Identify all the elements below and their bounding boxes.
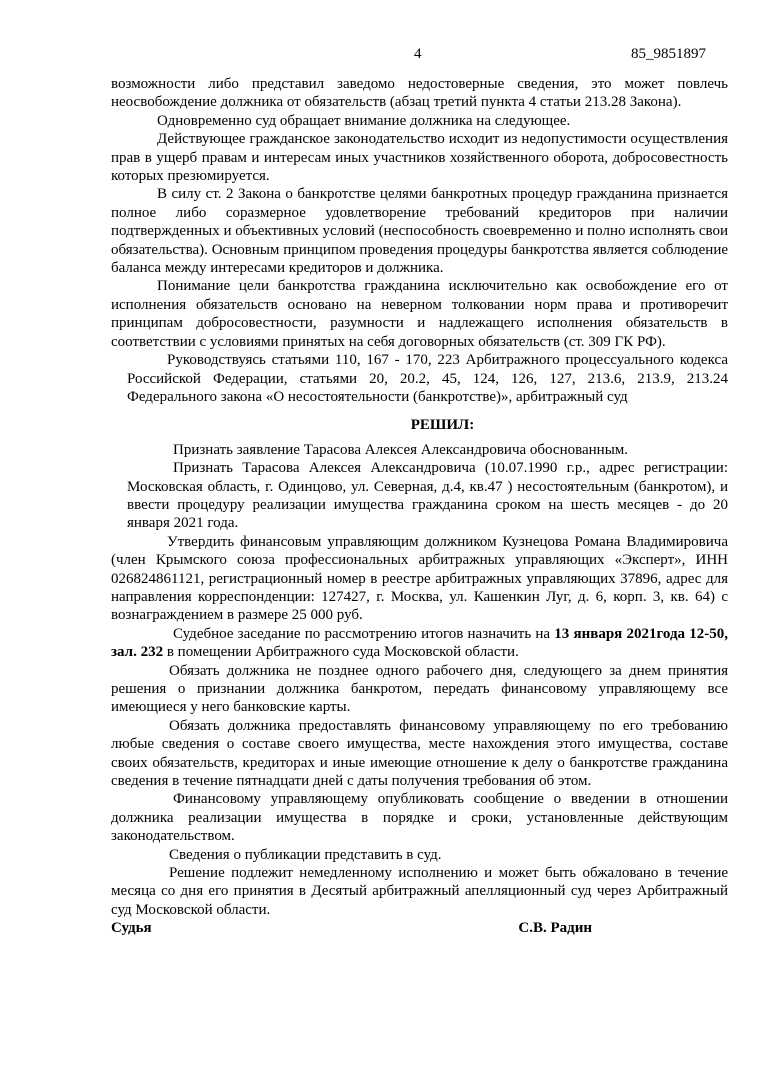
decision-5: Обязать должника не позднее одного рабочего дня, следующего за днем принятия решения о признании должника банкротом, передать финансовому управляющему все имеющиеся у него банковские карты. <box>111 662 728 716</box>
paragraph-1: возможности либо представил заведомо недостоверные сведения, это может повлечь неосвобождение должника от обязательств (абзац третий пункта 4 статьи 213.28 Закона). <box>111 76 728 111</box>
decision-6: Обязать должника предоставлять финансовому управляющему по его требованию любые сведения о составе своего имущества, месте нахождения этого имущества, составе своих обязательств, кредиторах и иные имеющие отношение к делу о банкротстве гражданина сведения в течение пятнадцати дней с даты получения требования об этом. <box>111 717 728 790</box>
decision-8: Сведения о публикации представить в суд. <box>169 846 442 863</box>
paragraph-5: Понимание цели банкротства гражданина исключительно как освобождение его от исполнения обязательств основано на неверном толковании норм права и противоречит принципам добросовестности, разумности и надлежащего исполнения обязательств в соответствии с условиями принятых на себя договорных обязательств (ст. 309 ГК РФ). <box>111 278 728 350</box>
case-number: 85_9851897 <box>631 46 706 62</box>
paragraph-6: Руководствуясь статьями 110, 167 - 170, 223 Арбитражного процессуального кодекса Российской Федерации, статьями 20, 20.2, 45, 124, 126, 127, 213.6, 213.9, 213.24 Федерального закона «О несостоятельности (банкротстве)», арбитражный суд <box>127 352 728 405</box>
decision-9: Решение подлежит немедленному исполнению и может быть обжаловано в течение месяца со дня его принятия в Десятый арбитражный апелляционный суд через Арбитражный суд Московской области. <box>111 865 728 918</box>
paragraph-3: Действующее гражданское законодательство исходит из недопустимости осуществления прав в ущерб правам и интересам иных участников хозяйственного оборота, добросовестность которых презюмируется. <box>111 131 728 185</box>
signature-block <box>111 919 728 937</box>
decision-1: Признать заявление Тарасова Алексея Александровича обоснованным. <box>173 441 629 458</box>
decision-4 <box>111 625 728 662</box>
decision-2: Признать Тарасова Алексея Александровича (10.07.1990 г.р., адрес регистрации: Московская область, г. Одинцово, ул. Северная, д.4, кв.47 ) несостоятельным (банкротом), и ввести процедуру реализации имущества гражданина сроком на шесть месяцев - до 20 января 2021 года. <box>127 460 728 532</box>
decision-4-post: в помещении Арбитражного суда Московской области. <box>163 644 519 661</box>
page-number: 4 <box>414 46 422 62</box>
hearing-date: 13 января 2021года 12-50, зал. 232 <box>111 625 728 661</box>
decision-7: Финансовому управляющему опубликовать сообщение о введении в отношении должника реализации имущества в порядке и сроки, установленные действующим законодательством. <box>111 791 728 845</box>
judge-role: Судья <box>111 920 152 937</box>
decision-heading: РЕШИЛ: <box>410 417 475 434</box>
paragraph-4: В силу ст. 2 Закона о банкротстве целями банкротных процедур гражданина признается полное либо соразмерное удовлетворение требований кредиторов при наличии подтвержденных и объективных условий (неспособность своевременно и полно исполнять свои обязательства). Основным принципом проведения процедуры банкротства является соблюдение баланса между интересами кредиторов и должника. <box>111 186 728 277</box>
document-body <box>111 75 728 938</box>
judge-name: С.В. Радин <box>518 920 592 937</box>
paragraph-2: Одновременно суд обращает внимание должника на следующее. <box>157 112 571 129</box>
decision-4-pre: Судебное заседание по рассмотрению итогов назначить на <box>173 625 555 642</box>
decision-3: Утвердить финансовым управляющим должником Кузнецова Романа Владимировича (член Крымского союза профессиональных арбитражных управляющих «Эксперт», ИНН 026824861121, регистрационный номер в реестре арбитражных управляющих 37896, адрес для направления корреспонденции: 127427, г. Москва, ул. Кашенкин Луг, д. 6, корп. 3, кв. 64) с вознаграждением в размере 25 000 руб. <box>111 533 728 624</box>
